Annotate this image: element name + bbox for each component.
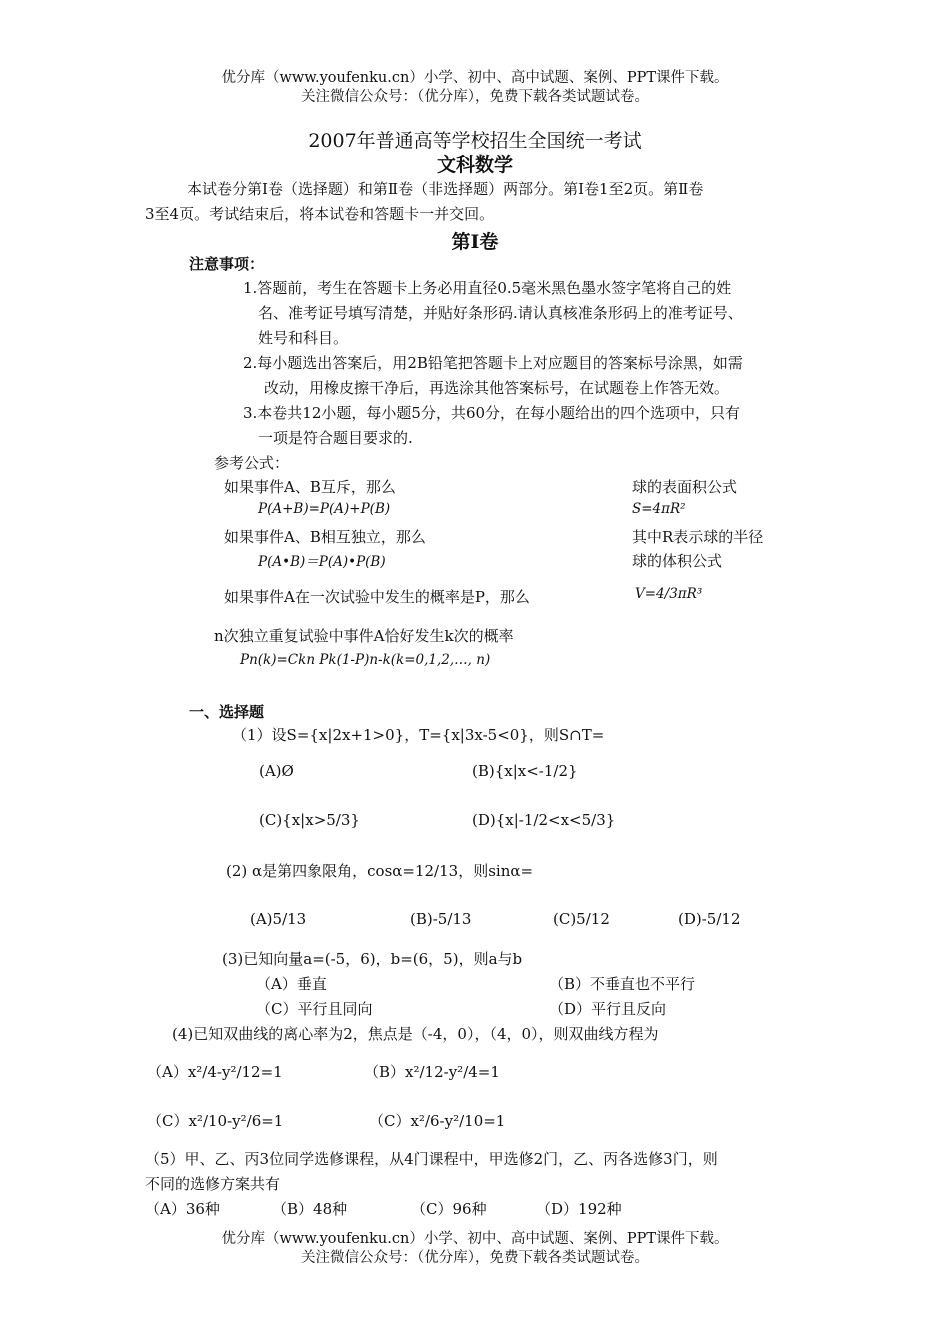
intro-line-1: 本试卷分第Ⅰ卷（选择题）和第Ⅱ卷（非选择题）两部分。第Ⅰ卷1至2页。第Ⅱ卷 [187, 180, 704, 198]
q2-option-d: (D)-5/12 [678, 910, 741, 928]
formula-4-expr: Pn(k)=Ckn Pk(1-P)n-k(k=0,1,2,…, n) [240, 652, 491, 668]
sphere-volume-expr: V=4/3πR³ [635, 586, 703, 602]
q5-option-a: （A）36种 [145, 1200, 220, 1218]
q5-stem-line-1: （5）甲、乙、丙3位同学选修课程，从4门课程中，甲选修2门，乙、丙各选修3门，则 [145, 1150, 718, 1168]
intro-line-2: 3至4页。考试结束后，将本试卷和答题卡一并交回。 [145, 205, 495, 223]
q4-option-c: （C）x²/10-y²/6=1 [147, 1112, 284, 1130]
formula-3-label: 如果事件A在一次试验中发生的概率是P，那么 [224, 588, 530, 606]
formula-2-label: 如果事件A、B相互独立，那么 [224, 528, 426, 546]
sphere-radius-note: 其中R表示球的半径 [632, 528, 764, 546]
note-1b: 名、准考证号填写清楚，并贴好条形码.请认真核准条形码上的准考证号、 [258, 304, 743, 322]
exam-subtitle: 文科数学 [436, 154, 513, 176]
q3-option-a: （A）垂直 [256, 975, 327, 993]
q2-option-b: (B)-5/13 [410, 910, 472, 928]
sphere-volume-label: 球的体积公式 [632, 552, 723, 570]
q4-option-d: （C）x²/6-y²/10=1 [369, 1112, 506, 1130]
q2-option-c: (C)5/12 [553, 910, 610, 928]
section-heading: 一、选择题 [189, 703, 265, 721]
q3-option-d: （D）平行且反向 [549, 1000, 667, 1018]
volume-title: 第Ⅰ卷 [451, 231, 499, 253]
q4-option-b: （B）x²/12-y²/4=1 [364, 1063, 500, 1081]
sphere-area-expr: S=4πR² [632, 501, 686, 517]
header-line-1: 优分库（www.youfenku.cn）小学、初中、高中试题、案例、PPT课件下载。 [221, 70, 729, 86]
notes-heading: 注意事项： [189, 255, 265, 273]
note-1a: 1.答题前，考生在答题卡上务必用直径0.5毫米黑色墨水签字笔将自己的姓 [243, 279, 732, 297]
q5-option-c: （C）96种 [411, 1200, 487, 1218]
note-3b: 一项是符合题目要求的. [258, 429, 413, 447]
exam-title: 2007年普通高等学校招生全国统一考试 [308, 130, 642, 152]
q1-option-c: (C){x|x>5/3} [259, 811, 360, 829]
q2-option-a: (A)5/13 [250, 910, 307, 928]
formula-2-expr: P(A•B)＝P(A)•P(B) [258, 554, 386, 570]
q5-stem-line-2: 不同的选修方案共有 [145, 1175, 281, 1193]
q1-option-b: (B){x|x<-1/2} [472, 762, 578, 780]
note-3a: 3.本卷共12小题，每小题5分，共60分，在每小题给出的四个选项中，只有 [243, 404, 741, 422]
q4-option-a: （A）x²/4-y²/12=1 [147, 1063, 283, 1081]
q5-option-b: （B）48种 [272, 1200, 348, 1218]
formula-4-label: n次独立重复试验中事件A恰好发生k次的概率 [214, 627, 514, 645]
q5-option-d: （D）192种 [536, 1200, 622, 1218]
q3-option-c: （C）平行且同向 [256, 1000, 373, 1018]
note-2a: 2.每小题选出答案后，用2B铅笔把答题卡上对应题目的答案标号涂黑，如需 [243, 354, 743, 372]
note-2b: 改动，用橡皮擦干净后，再选涂其他答案标号，在试题卷上作答无效。 [264, 379, 730, 397]
header-line-2: 关注微信公众号：（优分库），免费下载各类试题试卷。 [301, 89, 649, 105]
q4-stem: (4)已知双曲线的离心率为2，焦点是（-4，0），（4，0），则双曲线方程为 [172, 1025, 659, 1043]
q3-stem: (3)已知向量a=(-5，6)，b=(6，5)，则a与b [222, 950, 523, 968]
formula-1-expr: P(A+B)=P(A)+P(B) [258, 501, 391, 517]
q2-stem: (2) α是第四象限角，cosα=12/13，则sinα= [226, 862, 534, 880]
note-1c: 姓号和科目。 [258, 329, 349, 347]
formula-1-label: 如果事件A、B互斥，那么 [224, 478, 396, 496]
formulas-heading: 参考公式： [214, 454, 290, 472]
footer-line-2: 关注微信公众号：（优分库），免费下载各类试题试卷。 [301, 1250, 649, 1266]
sphere-area-label: 球的表面积公式 [632, 478, 738, 496]
q1-option-d: (D){x|-1/2<x<5/3} [472, 811, 616, 829]
q3-option-b: （B）不垂直也不平行 [549, 975, 696, 993]
q1-stem: （1）设S={x|2x+1>0}，T={x|3x-5<0}，则S∩T= [232, 726, 605, 744]
q1-option-a: (A)Ø [259, 762, 294, 780]
footer-line-1: 优分库（www.youfenku.cn）小学、初中、高中试题、案例、PPT课件下载。 [221, 1231, 729, 1247]
